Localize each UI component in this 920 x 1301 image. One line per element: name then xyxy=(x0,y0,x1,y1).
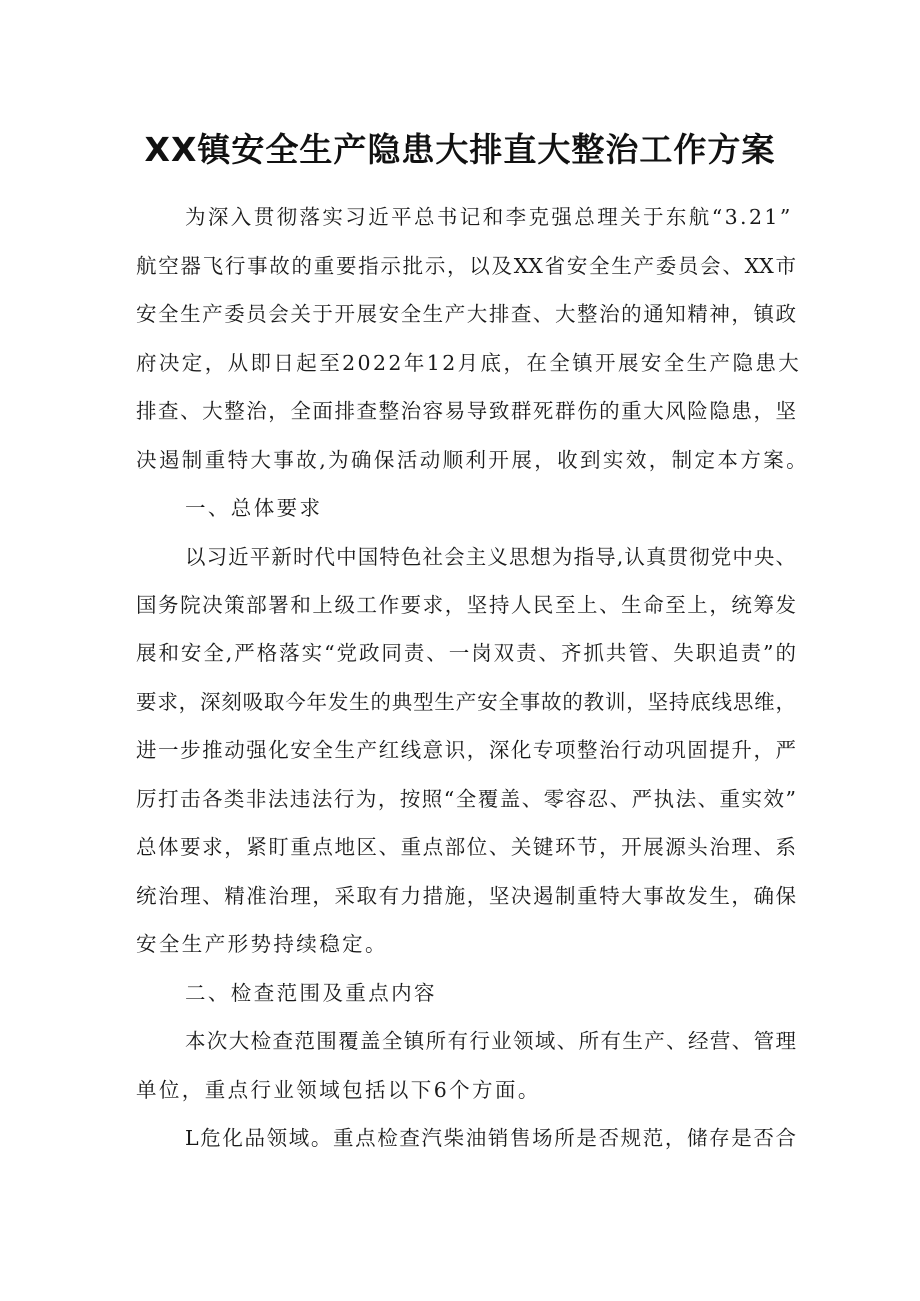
paragraph-line: 展和安全,严格落实“党政同责、一岗双责、齐抓共管、失职追责”的 xyxy=(136,641,796,665)
paragraph-line: 进一步推动强化安全生产红线意识，深化专项整治行动巩固提升，严 xyxy=(136,738,796,762)
paragraph-line: 要求，深刻吸取今年发生的典型生产安全事故的教训，坚持底线思维， xyxy=(136,690,796,714)
paragraph-line: 国务院决策部署和上级工作要求，坚持人民至上、生命至上，统筹发 xyxy=(136,593,796,617)
paragraph-line: 单位，重点行业领域包括以下6个方面。 xyxy=(136,1078,541,1102)
paragraph-line: 以习近平新时代中国特色社会主义思想为指导,认真贯彻党中央、 xyxy=(185,545,796,569)
paragraph-line: 总体要求，紧盯重点地区、重点部位、关键环节，开展源头治理、系 xyxy=(136,835,796,859)
document-title: XX镇安全生产隐患大排直大整治工作方案 xyxy=(144,130,776,169)
paragraph-line: L危化品领域。重点检查汽柴油销售场所是否规范，储存是否合 xyxy=(185,1126,796,1150)
paragraph-line: 排查、大整治，全面排查整治容易导致群死群伤的重大风险隐患，坚 xyxy=(136,399,796,423)
paragraph-line: 安全生产形势持续稳定。 xyxy=(136,932,388,956)
paragraph-line: 决遏制重特大事故,为确保活动顺利开展，收到实效，制定本方案。 xyxy=(136,448,810,472)
paragraph-line: 航空器飞行事故的重要指示批示，以及XX省安全生产委员会、XX市 xyxy=(136,254,796,278)
paragraph-line: 安全生产委员会关于开展安全生产大排查、大整治的通知精神，镇政 xyxy=(136,302,796,326)
section-heading: 二、检查范围及重点内容 xyxy=(185,981,437,1005)
paragraph-line: 统治理、精准治理，采取有力措施，坚决遏制重特大事故发生，确保 xyxy=(136,884,796,908)
paragraph-line: 厉打击各类非法违法行为，按照“全覆盖、零容忍、严执法、重实效” xyxy=(136,787,796,811)
section-heading: 一、总体要求 xyxy=(185,496,323,520)
paragraph-line: 为深入贯彻落实习近平总书记和李克强总理关于东航“3.21” xyxy=(185,205,793,229)
paragraph-line: 本次大检查范围覆盖全镇所有行业领域、所有生产、经营、管理 xyxy=(185,1029,796,1053)
paragraph-line: 府决定，从即日起至2022年12月底，在全镇开展安全生产隐患大 xyxy=(136,351,802,375)
